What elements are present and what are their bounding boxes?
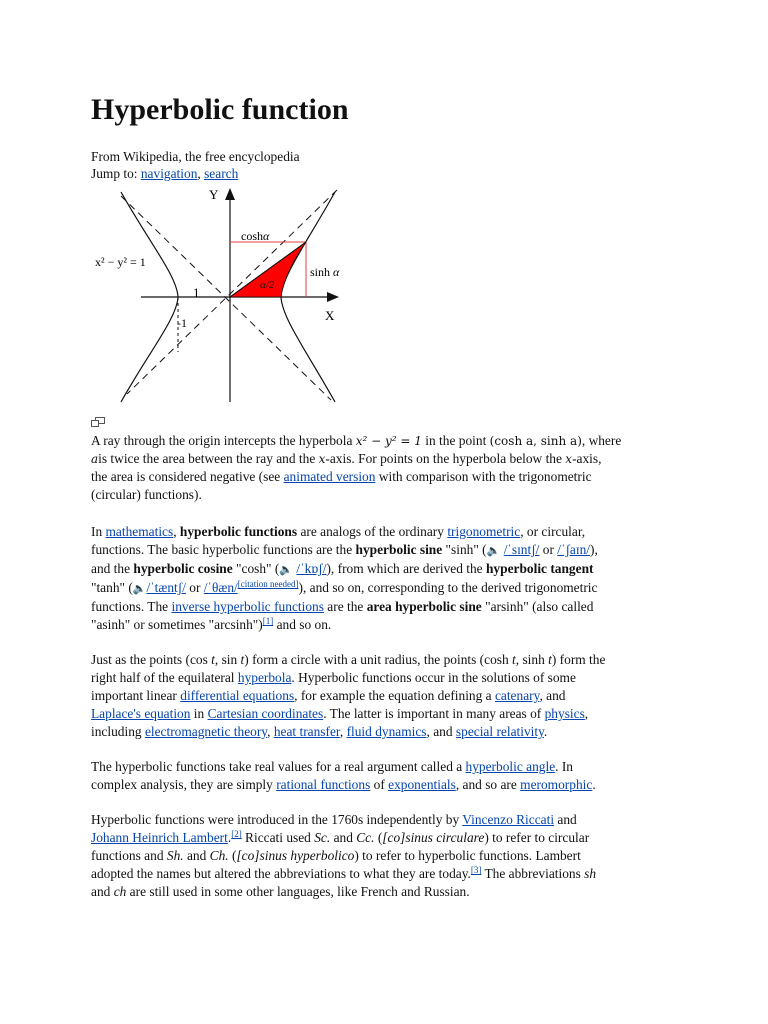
vincenzo-riccati-link[interactable]: Vincenzo Riccati [462,812,555,827]
area-label: α/2 [260,279,275,291]
text: ) form the [551,652,606,667]
catenary-link[interactable]: catenary [494,688,540,703]
abbr-sh: sh [584,866,597,881]
text: ) to refer to hyperbolic functions. Lambert [354,848,581,863]
text: ), from which are derived the [326,561,486,576]
text: ), and so on, corresponding to the derived trigonometric [298,580,598,595]
var-x: x [318,452,326,466]
term-hyperbolic-sine: hyperbolic sine [355,542,443,557]
ipa-tanch-link[interactable]: /ˈtæntʃ/ [146,580,186,595]
text: , [173,524,180,539]
text: , [267,724,274,739]
text: of [370,777,389,792]
hyperbola-equation: x² − y² = 1 [355,434,422,448]
hyperbola-link[interactable]: hyperbola [237,670,292,685]
text: , sinh [515,652,549,667]
navigation-link[interactable]: navigation [140,166,198,181]
citation-needed-link[interactable]: [citation needed] [237,579,299,589]
text: "sinh" ( [442,542,487,557]
text: . In [555,759,573,774]
cosh-label: coshα [241,229,270,243]
text: ( [374,830,383,845]
text: . The latter is important in many areas of [323,706,545,721]
inverse-hyperbolic-functions-link[interactable]: inverse hyperbolic functions [171,599,324,614]
jump-prefix: Jump to: [91,166,141,181]
text: , for example the equation defining a [294,688,495,703]
abbr-sc: Sc. [314,830,331,845]
abbr-ch: Ch. [209,848,229,863]
text: Just as the points (cos [91,652,212,667]
meromorphic-link[interactable]: meromorphic [520,777,593,792]
history-paragraph [91,811,681,901]
neg-unit-label: -1 [177,316,187,330]
text: and so on. [273,617,332,632]
text: . [227,830,232,845]
text: complex analysis, they are simply [91,777,277,792]
caption-text: the area is considered negative (see [91,469,284,484]
text: , [339,724,347,739]
differential-equations-link[interactable]: differential equations [180,688,295,703]
equation-label: x² − y² = 1 [95,255,146,269]
text: , sin [214,652,241,667]
text: and [330,830,357,845]
intro-paragraph [91,523,681,634]
ipa-cosh-link[interactable]: /ˈkɒʃ/ [296,561,327,576]
hyperbolic-angle-link[interactable]: hyperbolic angle [465,759,556,774]
term-hyperbolic-cosine: hyperbolic cosine [133,561,233,576]
figure-caption [91,432,681,504]
text: "asinh" or sometimes "arcsinh") [91,617,263,632]
text: functions and [91,848,167,863]
text: are the [323,599,367,614]
reference-2-link[interactable]: [2] [231,829,242,839]
hyperbolic-angle-paragraph [91,758,681,794]
text: ), [589,542,598,557]
rational-functions-link[interactable]: rational functions [276,777,371,792]
jump-separator: , [197,166,205,181]
text: right half of the equilateral [91,670,238,685]
text: The hyperbolic functions take real values for a real argument called a [91,759,466,774]
var-t: t [240,652,245,667]
var-x: x [565,452,573,466]
caption-text: , where [581,433,622,448]
text: , [584,706,589,721]
text: , and so are [455,777,521,792]
reference-3-link[interactable]: [3] [470,865,482,875]
caption-text: A ray through the origin intercepts the hyperbola [91,433,356,448]
speaker-icon[interactable]: 🔈 [279,563,294,576]
caption-text: -axis. For points on the hyperbola below the [325,451,566,466]
text: In [91,524,106,539]
text: in [190,706,208,721]
text: adopted the names but altered the abbreviations to what they are today. [91,866,471,881]
text: . Hyperbolic functions occur in the solutions of some [291,670,576,685]
x-axis-arrow [327,292,339,302]
caption-text: -axis, [572,451,602,466]
abbr-ch: ch [113,884,127,899]
speaker-icon[interactable]: 🔈 [486,544,501,557]
text: functions. The [91,599,172,614]
ipa-shine-link[interactable]: /ˈʃaɪn/ [557,542,590,557]
tagline: From Wikipedia, the free encyclopedia [91,149,300,164]
latin-term: [co]sinus hyperbolico [236,848,355,863]
point-formula: (cosh a, sinh a) [489,434,582,448]
circle-comparison-paragraph [91,651,681,741]
unit-label: 1 [193,285,200,300]
text: are still used in some other languages, like French and Russian. [126,884,470,899]
electromagnetic-theory-link[interactable]: electromagnetic theory [144,724,268,739]
speaker-icon[interactable]: 🔈 [132,582,147,595]
text: important linear [91,688,181,703]
term-area-hyperbolic-sine: area hyperbolic sine [366,599,482,614]
text: "tanh" ( [91,580,133,595]
text: Hyperbolic functions were introduced in the 1760s independently by [91,812,463,827]
abbr-cc: Cc. [356,830,375,845]
cartesian-coordinates-link[interactable]: Cartesian coordinates [207,706,324,721]
sinh-label: sinh α [310,265,340,279]
var-a: a [91,452,99,466]
mathematics-link[interactable]: mathematics [105,524,174,539]
term-hyperbolic-functions: hyperbolic functions [179,524,298,539]
ipa-than-link[interactable]: /ˈθæn/ [203,580,238,595]
hyperbola-diagram[interactable] [91,184,351,410]
article-body [91,432,681,918]
jump-links [91,165,238,182]
laplaces-equation-link[interactable]: Laplace's equation [91,706,191,721]
term-hyperbolic-tangent: hyperbolic tangent [485,561,594,576]
caption-text: with comparison with the trigonometric [375,469,592,484]
reference-1-link[interactable]: [1] [262,616,274,626]
text: including [91,724,145,739]
var-t: t [211,652,215,667]
text: . [592,777,596,792]
text: . [543,724,548,739]
fluid-dynamics-link[interactable]: fluid dynamics [346,724,427,739]
text: Riccati used [241,830,315,845]
enlarge-icon[interactable] [91,417,105,427]
text: and the [91,561,134,576]
x-axis-label: X [325,308,335,323]
caption-text: is twice the area between the ray and the [98,451,319,466]
ipa-sinh-link[interactable]: /ˈsɪntʃ/ [503,542,540,557]
johann-heinrich-lambert-link[interactable]: Johann Heinrich Lambert [91,830,228,845]
text: , and [426,724,456,739]
caption-text: (circular) functions). [91,487,202,502]
y-axis-arrow [225,188,235,200]
animated-version-link[interactable]: animated version [283,469,376,484]
text: and [183,848,210,863]
var-t: t [512,652,516,667]
text: ( [228,848,237,863]
text: and [91,884,114,899]
text: and [554,812,577,827]
text: ) to refer to circular [484,830,590,845]
text: are analogs of the ordinary [297,524,448,539]
text: or [185,580,204,595]
text: ) form a circle with a unit radius, the points (cosh [244,652,513,667]
caption-text: in the point [425,433,490,448]
abbr-sh: Sh. [166,848,184,863]
exponentials-link[interactable]: exponentials [388,777,456,792]
var-t: t [548,652,552,667]
text: functions. The basic hyperbolic functions are the [91,542,356,557]
trigonometric-link[interactable]: trigonometric [447,524,521,539]
text: The abbreviations [481,866,585,881]
text: or [539,542,558,557]
heat-transfer-link[interactable]: heat transfer [273,724,340,739]
text: "arsinh" (also called [481,599,594,614]
text: "cosh" ( [232,561,280,576]
y-axis-label: Y [209,187,219,202]
physics-link[interactable]: physics [544,706,585,721]
search-link[interactable]: search [204,166,239,181]
text: , or circular, [520,524,586,539]
text: , and [539,688,566,703]
latin-term: [co]sinus circulare [382,830,485,845]
special-relativity-link[interactable]: special relativity [455,724,544,739]
page-title: Hyperbolic function [91,93,349,126]
